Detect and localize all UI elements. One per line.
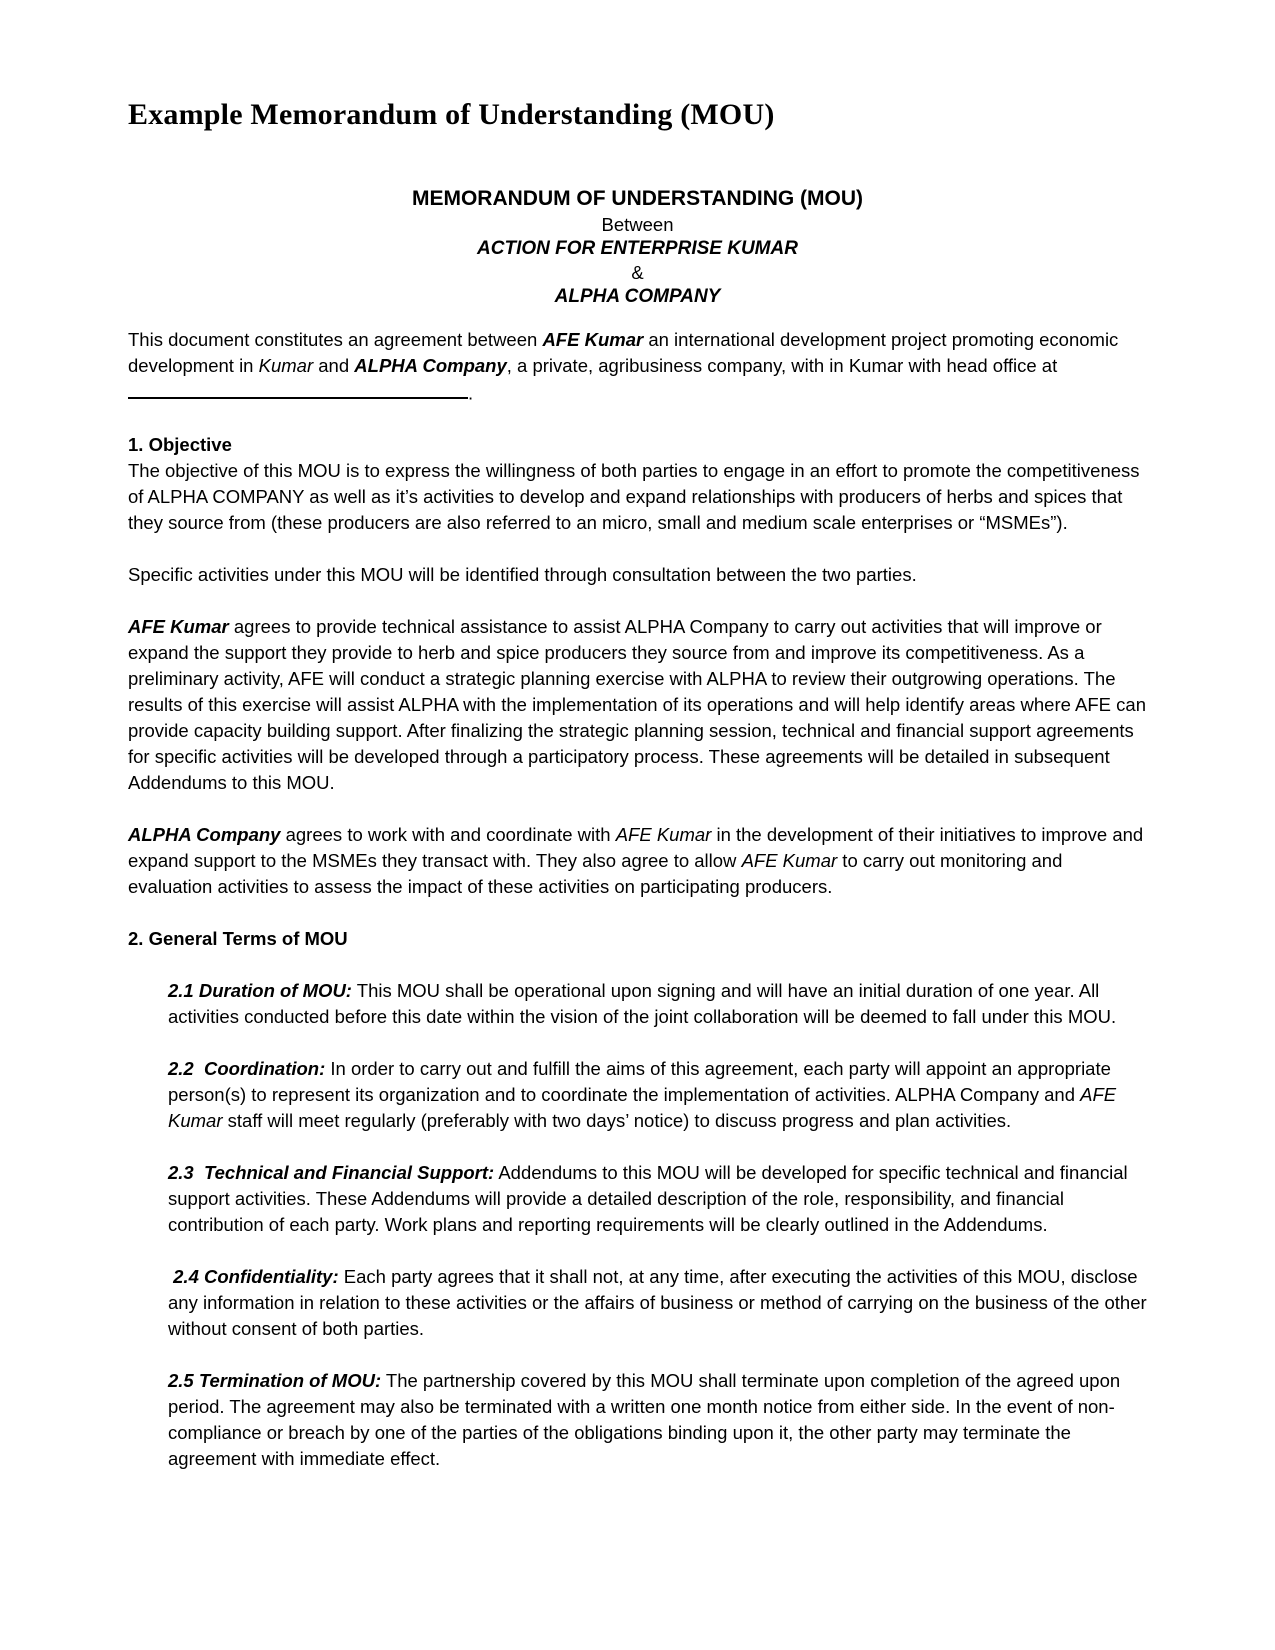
- fill-in-blank-line: [128, 379, 468, 400]
- text-segment: This MOU shall be operational upon signing and will have an initial duration of one year. All activities conducted before this date within the vision of the joint collaboration will be deemed to fall under this MOU.: [168, 980, 1117, 1027]
- mou-title-block: [128, 187, 1147, 309]
- section-2-heading: [128, 926, 1147, 952]
- text-segment: agrees to work with and coordinate with: [280, 824, 616, 845]
- text-segment: 2.4 Confidentiality:: [168, 1266, 339, 1287]
- text-segment: 1. Objective: [128, 434, 232, 455]
- text-segment: and: [313, 354, 355, 376]
- text-segment: Each party agrees that it shall not, at any time, after executing the activities of this MOU, disclose any information in relation to these activities or the affairs of business or method of carrying on the business of the other without consent of both parties.: [168, 1266, 1152, 1339]
- section-1-heading: [128, 432, 1147, 458]
- clause-2-3-support: [128, 1160, 1147, 1238]
- party-one-name: ACTION FOR ENTERPRISE KUMAR: [477, 237, 798, 259]
- clause-2-1-duration: [128, 978, 1147, 1030]
- text-segment: 2.2 Coordination:: [168, 1058, 326, 1079]
- text-segment: AFE Kumar: [128, 616, 229, 637]
- text-segment: 2.5 Termination of MOU:: [168, 1370, 382, 1391]
- clause-2-4-confidentiality: [128, 1264, 1152, 1342]
- text-segment: AFE Kumar: [168, 1084, 1122, 1131]
- text-segment: AFE Kumar: [741, 850, 838, 871]
- alpha-commitment-paragraph: [128, 822, 1147, 900]
- clause-2-2-coordination: [128, 1056, 1147, 1134]
- text-segment: , a private, agribusiness company, with in Kumar with head office at: [506, 354, 1058, 376]
- text-segment: ALPHA Company: [354, 354, 507, 376]
- text-segment: staff will meet regularly (preferably with two days’ notice) to discuss progress and plan activities.: [222, 1110, 1012, 1131]
- text-segment: agrees to provide technical assistance to assist ALPHA Company to carry out activities that will improve or expand the support they provide to herb and spice producers they source from and improve its competitiveness. As a preliminary activity, AFE will conduct a strategic planning exercise with ALPHA to review their outgrowing operations. The results of this exercise will assist ALPHA with the implementation of its operations and will help identify areas where AFE can provide capacity building support. After finalizing the strategic planning session, technical and financial support agreements for specific activities will be developed through a participatory process. These agreements will be detailed in subsequent Addendums to this MOU.: [128, 616, 1152, 793]
- section-1-paragraph: [128, 458, 1147, 536]
- afe-commitment-paragraph: [128, 614, 1152, 796]
- intro-paragraph: [128, 327, 1147, 407]
- text-segment: Kumar: [258, 354, 314, 376]
- text-segment: 2.1 Duration of MOU:: [168, 980, 352, 1001]
- text-segment: ALPHA Company: [128, 824, 281, 845]
- specific-activities-paragraph: [128, 562, 1147, 588]
- text-segment: 2. General Terms of MOU: [128, 928, 348, 949]
- document-title: Example Memorandum of Understanding (MOU): [128, 98, 775, 131]
- text-segment: This document constitutes an agreement between: [128, 328, 543, 350]
- text-segment: in the development of their initiatives to improve and expand support to the MSMEs they transact with. They also agree to allow: [128, 824, 1149, 871]
- text-segment: The objective of this MOU is to express the willingness of both parties to engage in an effort to promote the competitiveness of ALPHA COMPANY as well as it’s activities to develop and expand relationships with producers of herbs and spices that they source from (these producers are also referred to an micro, small and medium scale enterprises or “MSMEs”).: [128, 460, 1145, 533]
- mou-heading: MEMORANDUM OF UNDERSTANDING (MOU): [411, 186, 864, 210]
- text-segment: an international development project promoting economic development in: [128, 328, 1124, 376]
- text-segment: Addendums to this MOU will be developed for specific technical and financial support activities. These Addendums will provide a detailed description of the role, responsibility, and financial contribution of each party. Work plans and reporting requirements will be clearly outlined in the Addendums.: [168, 1162, 1133, 1235]
- text-segment: AFE Kumar: [542, 328, 644, 350]
- text-segment: Specific activities under this MOU will be identified through consultation between the two parties.: [128, 564, 917, 585]
- text-segment: In order to carry out and fulfill the aims of this agreement, each party will appoint an appropriate person(s) to represent its organization and to coordinate the implementation of activities. ALPHA Company and: [168, 1058, 1117, 1105]
- ampersand: &: [631, 261, 644, 283]
- text-segment: AFE Kumar: [615, 824, 712, 845]
- text-segment: .: [468, 382, 474, 403]
- text-segment: to carry out monitoring and evaluation activities to assess the impact of these activities on participating producers.: [128, 850, 1068, 897]
- clause-2-5-termination: [128, 1368, 1147, 1472]
- party-two-name: ALPHA COMPANY: [554, 285, 721, 307]
- text-segment: The partnership covered by this MOU shall terminate upon completion of the agreed upon period. The agreement may also be terminated with a written one month notice from either side. In the event of non-compliance or breach by one of the parties of the obligations binding upon it, the other party may terminate the agreement with immediate effect.: [168, 1370, 1126, 1469]
- text-segment: 2.3 Technical and Financial Support:: [168, 1162, 495, 1183]
- between-label: Between: [601, 213, 674, 235]
